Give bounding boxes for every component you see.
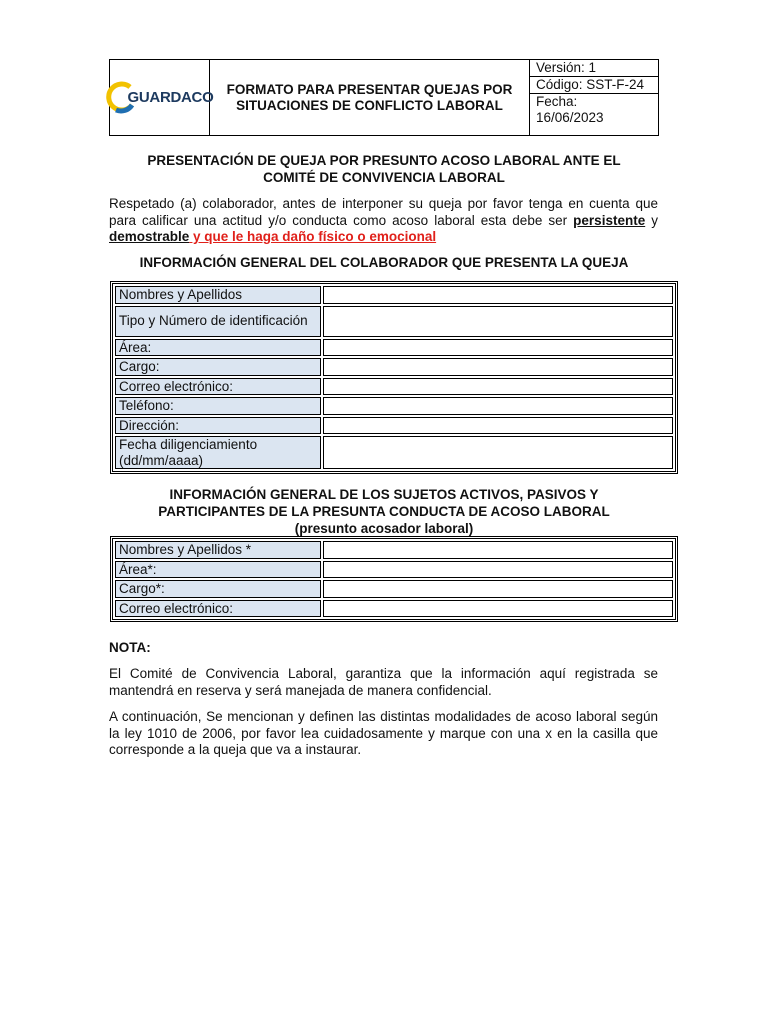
table-row — [115, 306, 673, 337]
date-block — [530, 94, 658, 135]
document-header — [109, 59, 659, 136]
section-heading-subjects: INFORMACIÓN GENERAL DE LOS SUJETOS ACTIVOS, PASIVOS Y PARTICIPANTES DE LA PRESUNTA CONDUCTA DE ACOSO LABORAL (presunto acosador laboral) — [109, 486, 659, 537]
field-label: Dirección: — [115, 417, 321, 435]
table-row — [115, 286, 673, 304]
field-label: Nombres y Apellidos * — [115, 541, 321, 559]
field-label: Cargo*: — [115, 580, 321, 598]
table-row — [115, 339, 673, 357]
code-text: Código: SST-F-24 — [530, 77, 658, 94]
subject-email-field[interactable] — [323, 600, 673, 618]
table-row — [115, 600, 673, 618]
table-row — [115, 541, 673, 559]
date-field[interactable] — [323, 436, 673, 469]
subjects-info-table — [110, 536, 678, 622]
emphasis-demostrable: demostrable — [109, 229, 190, 244]
form-title: FORMATO PARA PRESENTAR QUEJAS POR SITUACIONES DE CONFLICTO LABORAL — [210, 60, 530, 135]
subject-area-field[interactable] — [323, 561, 673, 579]
table-row — [115, 561, 673, 579]
date-label: Fecha: — [536, 94, 578, 109]
section-heading-complainant: INFORMACIÓN GENERAL DEL COLABORADOR QUE PRESENTA LA QUEJA — [139, 255, 629, 270]
emphasis-persistente: persistente — [573, 212, 646, 228]
position-field[interactable] — [323, 358, 673, 376]
note-paragraph-2: A continuación, Se mencionan y definen las distintas modalidades de acoso laboral según la ley 1010 de 2006, por favor lea cuidadosamente y marque con una x en la casilla que corresponde a la queja que va a instaurar. — [109, 709, 658, 757]
section-heading-complaint: PRESENTACIÓN DE QUEJA POR PRESUNTO ACOSO LABORAL ANTE EL COMITÉ DE CONVIVENCIA LABORAL — [147, 153, 621, 185]
warning-text: y que le haga daño físico o emocional — [189, 229, 437, 244]
field-label: Correo electrónico: — [115, 600, 321, 618]
table-row — [115, 358, 673, 376]
field-label: Cargo: — [115, 358, 321, 376]
email-field[interactable] — [323, 378, 673, 396]
table-row — [115, 580, 673, 598]
field-label: Teléfono: — [115, 397, 321, 415]
table-row — [115, 378, 673, 396]
address-field[interactable] — [323, 417, 673, 435]
complainant-info-table — [110, 281, 678, 474]
document-meta — [530, 60, 658, 135]
table-row — [115, 397, 673, 415]
name-field[interactable] — [323, 286, 673, 304]
section-subtitle: (presunto acosador laboral) — [294, 521, 474, 536]
company-logo — [110, 60, 214, 135]
field-label: Nombres y Apellidos — [115, 286, 321, 304]
phone-field[interactable] — [323, 397, 673, 415]
area-field[interactable] — [323, 339, 673, 357]
logo-text: GUARDACO — [127, 89, 214, 106]
id-field[interactable] — [323, 306, 673, 337]
field-label: Fecha diligenciamiento (dd/mm/aaaa) — [115, 436, 321, 469]
table-row — [115, 417, 673, 435]
field-label: Área*: — [115, 561, 321, 579]
version-text: Versión: 1 — [530, 60, 658, 77]
subject-position-field[interactable] — [323, 580, 673, 598]
intro-paragraph: Respetado (a) colaborador, antes de interponer su queja por favor tenga en cuenta que para calificar una actitud y/o conducta como acoso laboral esta debe ser persistente y demostrable y que le haga daño físico o emocional — [109, 196, 658, 244]
field-label: Tipo y Número de identificación — [115, 306, 321, 337]
table-row — [115, 436, 673, 469]
field-label: Área: — [115, 339, 321, 357]
field-label: Correo electrónico: — [115, 378, 321, 396]
subject-name-field[interactable] — [323, 541, 673, 559]
note-paragraph-1: El Comité de Convivencia Laboral, garantiza que la información aquí registrada se mantendrá en reserva y será manejada de manera confidencial. — [109, 666, 658, 698]
date-value: 16/06/2023 — [536, 110, 604, 125]
note-label: NOTA: — [109, 640, 151, 655]
